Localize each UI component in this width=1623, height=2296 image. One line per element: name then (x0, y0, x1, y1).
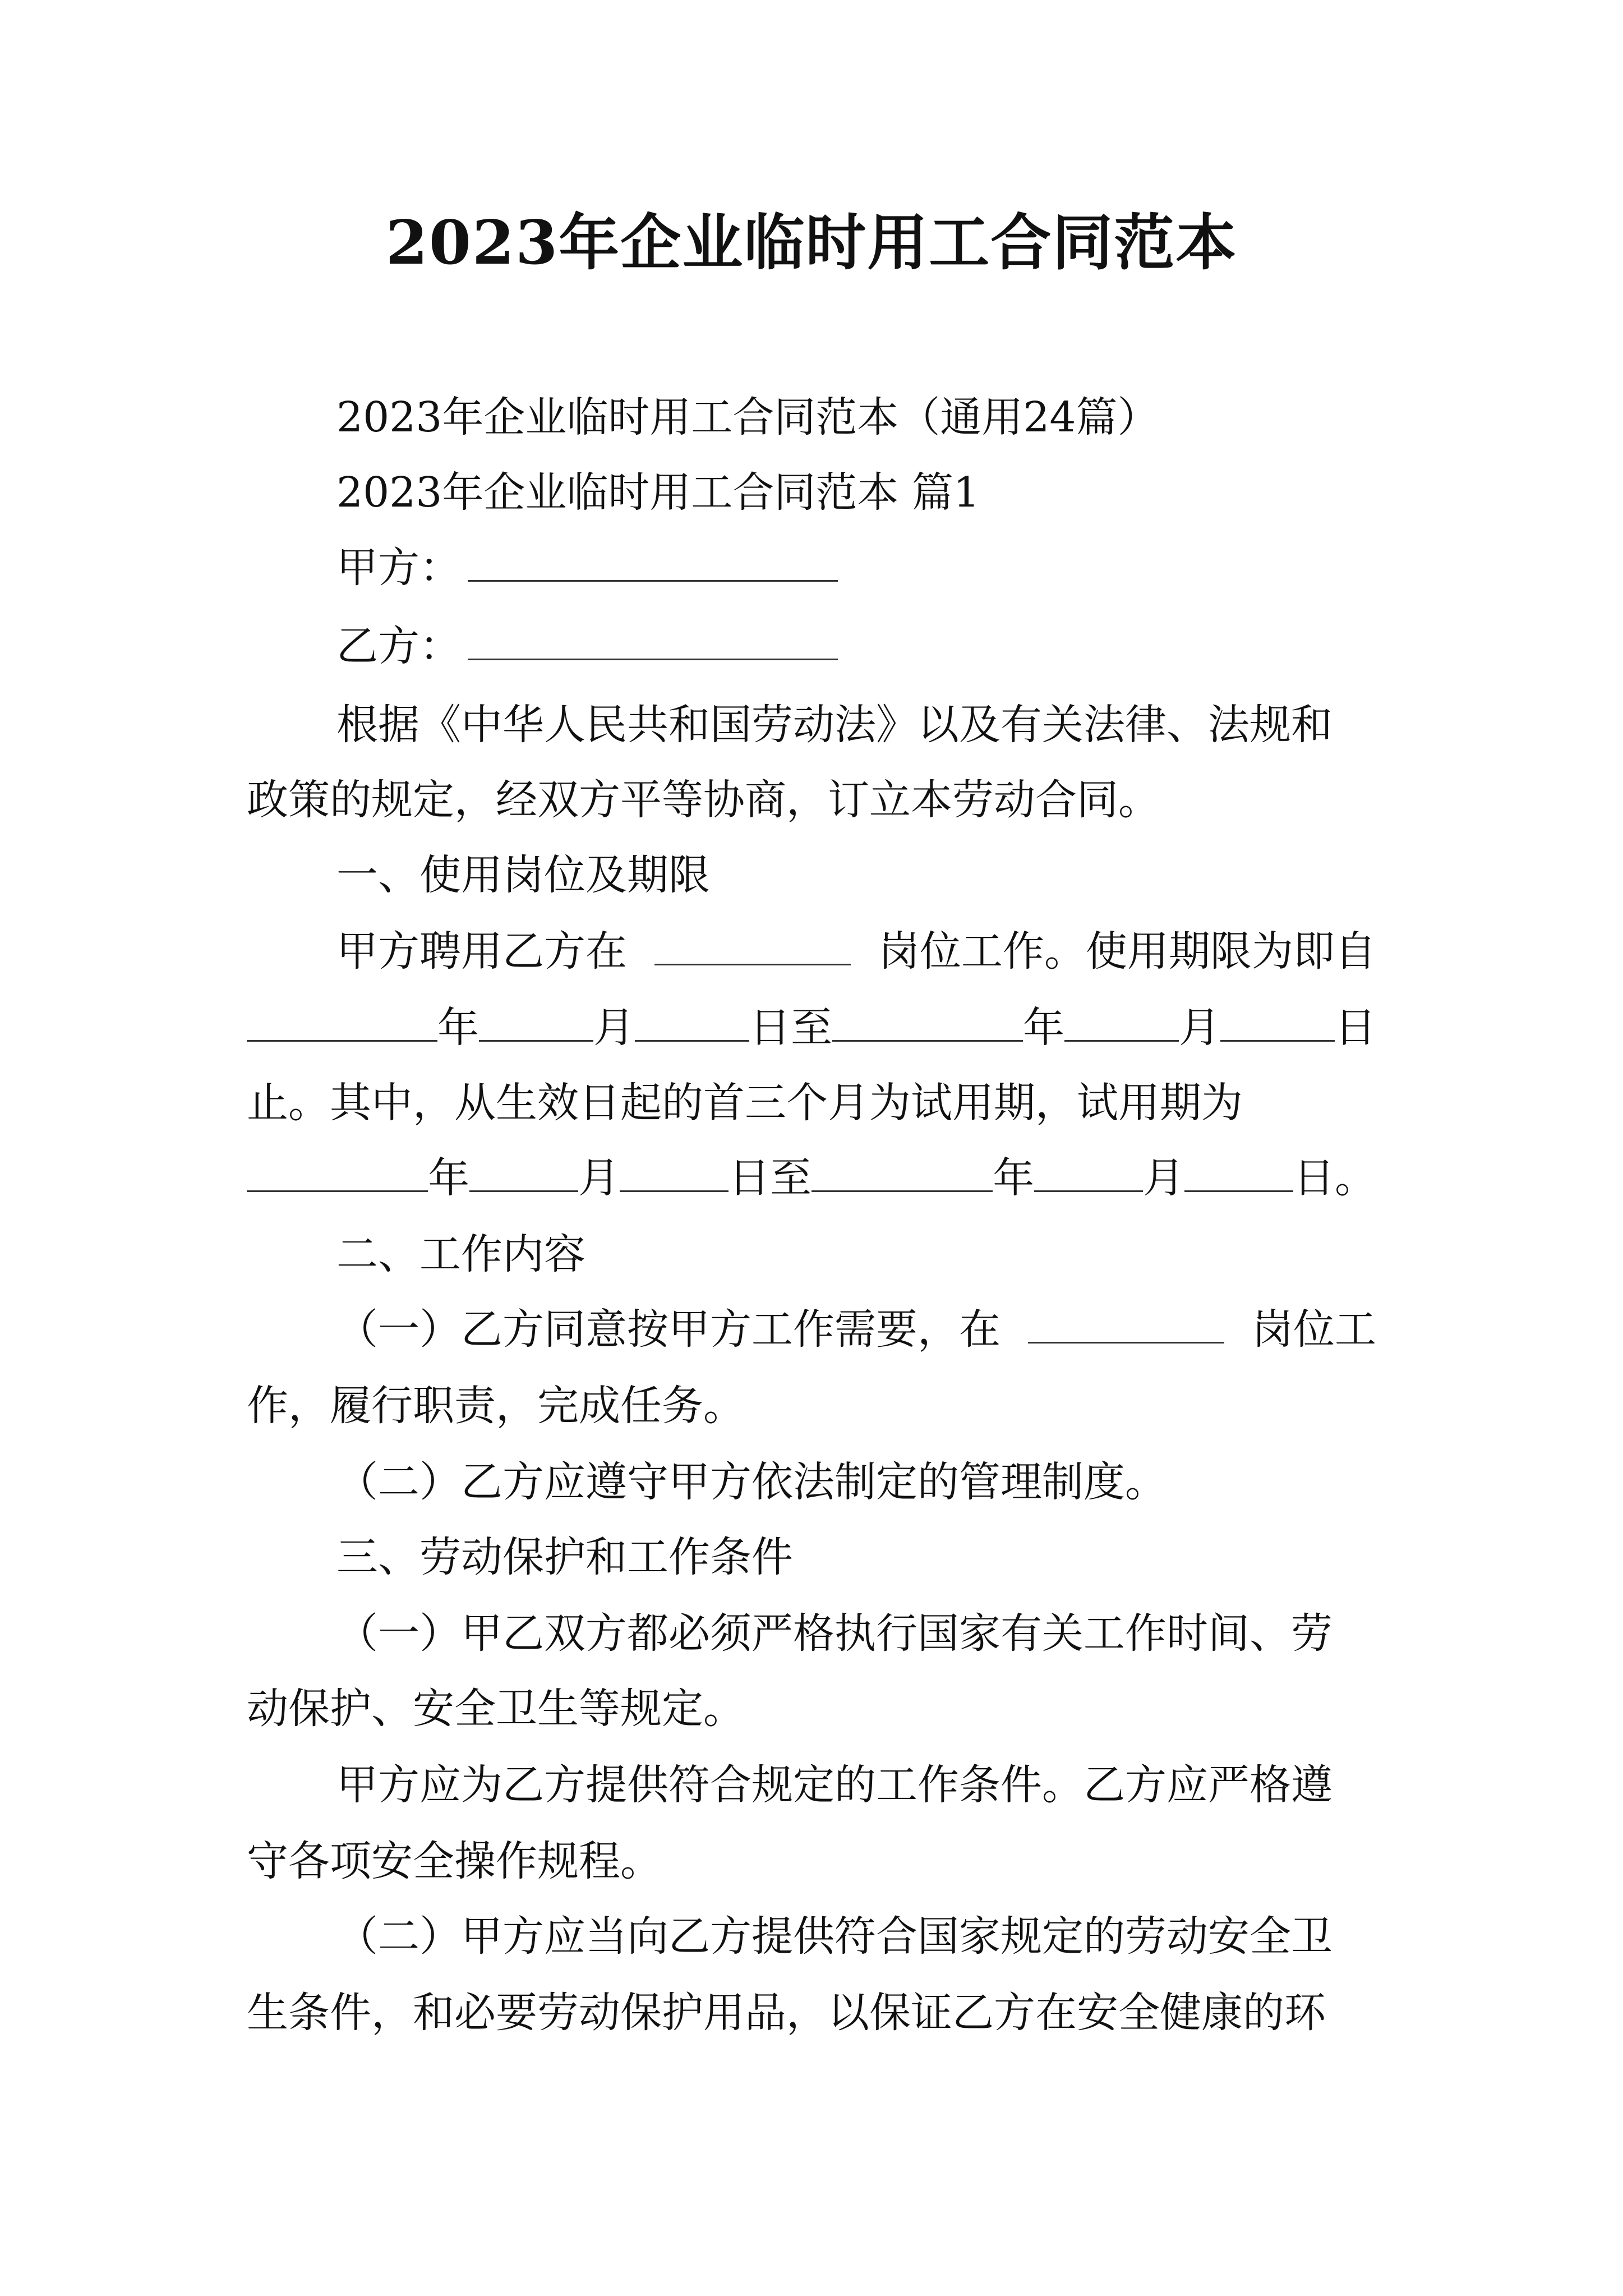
clause-2-item-1-text-a: （一）乙方同意按甲方工作需要，在 (336, 1305, 1000, 1354)
clause-3-item-2-line-2: 生条件，和必要劳动保护用品，以保证乙方在安全健康的环 (247, 1989, 1326, 2037)
intro-line-1: 根据《中华人民共和国劳动法》以及有关法律、法规和 (336, 701, 1332, 749)
year-label: 年 (993, 1154, 1035, 1202)
clause-1-text-b: 岗位工作。使用期限为即自 (878, 927, 1376, 976)
party-b-blank (468, 618, 838, 660)
document-title: 2023年企业临时用工合同范本 (385, 208, 1238, 278)
clause-3-para-line-2: 守各项安全操作规程。 (247, 1837, 662, 1885)
clause-3-heading: 三、劳动保护和工作条件 (336, 1533, 793, 1581)
clause-1-heading: 一、使用岗位及期限 (336, 851, 710, 899)
clause-2-post-blank (1028, 1301, 1224, 1343)
clause-2-item-1-line-2: 作，履行职责，完成任务。 (247, 1382, 745, 1430)
start-day-blank (635, 1000, 749, 1042)
month-label: 月 (1179, 1004, 1220, 1052)
day-to-label: 日至 (749, 1004, 832, 1052)
post-blank (654, 923, 851, 965)
clause-2-item-1-text-b: 岗位工 (1252, 1305, 1376, 1354)
clause-3-item-1-line-2: 动保护、安全卫生等规定。 (247, 1685, 745, 1733)
clause-3-item-2-line-1: （二）甲方应当向乙方提供符合国家规定的劳动安全卫 (336, 1912, 1332, 1961)
intro-line-2: 政策的规定，经双方平等协商，订立本劳动合同。 (247, 776, 1160, 824)
clause-2-heading: 二、工作内容 (336, 1230, 585, 1278)
document-subtitle: 2023年企业临时用工合同范本（通用24篇） (336, 393, 1159, 441)
month-label: 月 (578, 1154, 620, 1202)
month-label: 月 (1143, 1154, 1185, 1202)
clause-1-text-a: 甲方聘用乙方在 (336, 927, 627, 976)
clause-1-line-3: 止。其中，从生效日起的首三个月为试用期，试用期为 (247, 1079, 1243, 1127)
start-month-blank (479, 1000, 593, 1042)
clause-1-date-line (247, 994, 1376, 1061)
clause-1-trial-date-line (247, 1144, 1376, 1212)
end-month-blank (1064, 1000, 1179, 1042)
trial-start-day-blank (620, 1150, 728, 1192)
end-year-blank (832, 1000, 1023, 1042)
year-label: 年 (437, 1004, 479, 1052)
party-a-blank (468, 540, 838, 582)
month-label: 月 (593, 1004, 635, 1052)
party-a-line (247, 534, 1376, 601)
clause-2-item-2: （二）乙方应遵守甲方依法制定的管理制度。 (336, 1458, 1166, 1506)
year-label: 年 (1023, 1004, 1064, 1052)
clause-3-para-line-1: 甲方应为乙方提供符合规定的工作条件。乙方应严格遵 (336, 1761, 1332, 1809)
party-b-label: 乙方： (336, 622, 461, 670)
party-a-label: 甲方： (336, 544, 461, 592)
day-label: 日 (1335, 1004, 1376, 1052)
trial-start-month-blank (469, 1150, 578, 1192)
clause-1-line-1 (247, 918, 1376, 985)
day-period-label: 日。 (1293, 1154, 1376, 1202)
clause-2-item-1-line-1 (247, 1296, 1376, 1363)
trial-end-day-blank (1184, 1150, 1293, 1192)
end-day-blank (1220, 1000, 1335, 1042)
trial-start-year-blank (247, 1150, 428, 1192)
year-label: 年 (428, 1154, 470, 1202)
section-heading: 2023年企业临时用工合同范本 篇1 (336, 468, 980, 517)
trial-end-year-blank (811, 1150, 993, 1192)
start-year-blank (247, 1000, 437, 1042)
party-b-line (247, 613, 1376, 680)
clause-3-item-1-line-1: （一）甲乙双方都必须严格执行国家有关工作时间、劳 (336, 1609, 1332, 1658)
trial-end-month-blank (1034, 1150, 1143, 1192)
day-to-label: 日至 (728, 1154, 811, 1202)
